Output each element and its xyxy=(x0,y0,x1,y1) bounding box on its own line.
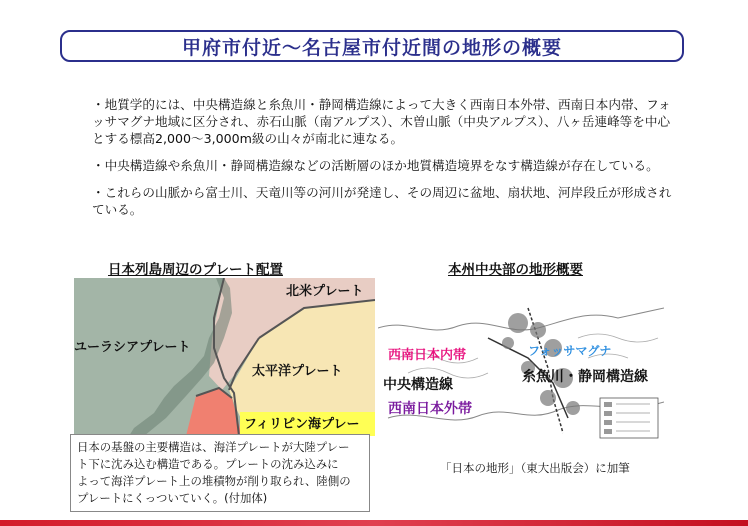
caption-line-2: ト下に沈み込む構造である。プレートの沈み込みに xyxy=(77,457,339,471)
page-title: 甲府市付近～名古屋市付近間の地形の概要 xyxy=(181,36,562,59)
plate-map-heading: 日本列島周辺のプレート配置 xyxy=(108,262,283,278)
bullet-geology: ・地質学的には、中央構造線と糸魚川・静岡構造線によって大きく西南日本外帯、西南日本内帯、フォッサマグナ地域に区分され、赤石山脈（南アルプス）、木曽山脈（中央アルプス）、八ヶ岳連峰等を中心とする標高2,000～3,000m級の山々が南北に連なる。 xyxy=(92,97,671,146)
title-box xyxy=(60,30,684,62)
bullet-faults: ・中央構造線や糸魚川・静岡構造線などの活断層のほか地質構造境界をなす構造線が存在している。 xyxy=(92,158,659,173)
inner-zone-label: 西南日本内帯 xyxy=(388,348,467,363)
itoigawa-line-label: 糸魚川・静岡構造線 xyxy=(522,369,648,385)
philippine-plate-label: フィリピン海プレー xyxy=(240,412,375,436)
bullet-rivers: ・これらの山脈から富士川、天竜川等の河川が発達し、その周辺に盆地、扇状地、河岸段丘が形成されている。 xyxy=(92,185,672,217)
bottom-accent-bar xyxy=(0,520,748,526)
median-line-label: 中央構造線 xyxy=(383,377,453,393)
fossa-magna-label: フォッサマグナ xyxy=(528,344,612,358)
terrain-map xyxy=(378,298,664,440)
caption-line-1: 日本の基盤の主要構造は、海洋プレートが大陸プレー xyxy=(77,440,350,454)
caption-line-4: プレートにくっついていく。(付加体) xyxy=(77,491,268,505)
pacific-plate-label: 太平洋プレート xyxy=(252,364,343,379)
eurasian-plate-label: ユーラシアプレート xyxy=(74,340,191,355)
outer-zone-label: 西南日本外帯 xyxy=(388,401,472,417)
north-american-plate-label: 北米プレート xyxy=(286,284,364,299)
plate-map xyxy=(74,278,375,436)
caption-line-3: よって海洋プレート上の堆積物が削り取られ、陸側の xyxy=(77,474,351,488)
plate-caption xyxy=(70,434,370,512)
source-credit: 「日本の地形」（東大出版会）に加筆 xyxy=(440,461,630,475)
bullet-list xyxy=(92,96,672,228)
terrain-map-heading: 本州中央部の地形概要 xyxy=(448,262,583,278)
